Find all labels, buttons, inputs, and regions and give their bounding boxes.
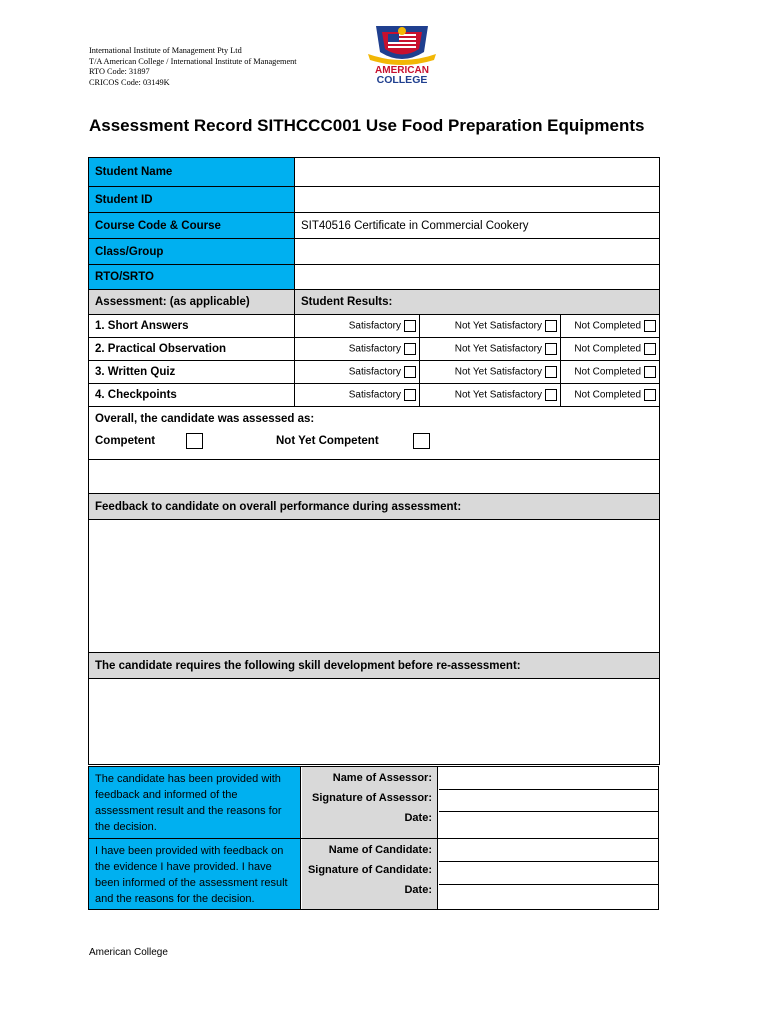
assessor-block	[89, 767, 658, 839]
skill-dev-area-row	[89, 679, 660, 765]
not-yet-satisfactory-checkbox[interactable]	[545, 343, 557, 355]
candidate-date-field[interactable]	[439, 885, 658, 909]
signature-section	[88, 766, 659, 910]
satisfactory-label: Satisfactory	[348, 343, 401, 355]
not-completed-label: Not Completed	[574, 320, 642, 332]
assessor-signature-label: Signature of Assessor:	[311, 792, 432, 804]
satisfactory-label: Satisfactory	[348, 366, 401, 378]
candidate-date-label: Date:	[404, 884, 432, 896]
candidate-signature-label: Signature of Candidate:	[307, 864, 432, 876]
assessor-date-label: Date:	[404, 812, 432, 824]
page-title: Assessment Record SITHCCC001 Use Food Preparation Equipments	[89, 116, 645, 135]
competent-checkbox[interactable]	[186, 433, 203, 449]
assessment-item: 1. Short Answers	[89, 315, 295, 338]
trading-as: T/A American College / International Institute of Management	[89, 56, 297, 66]
feedback-area-row	[89, 520, 660, 653]
spacer-row	[89, 460, 660, 494]
student-name-label: Student Name	[89, 158, 295, 187]
footer-text: American College	[89, 947, 168, 958]
class-group-field[interactable]	[295, 239, 660, 265]
satisfactory-label: Satisfactory	[348, 389, 401, 401]
not-yet-satisfactory-checkbox[interactable]	[545, 320, 557, 332]
competent-label: Competent	[95, 435, 156, 447]
candidate-signature-field[interactable]	[439, 862, 658, 885]
assessment-item: 4. Checkpoints	[89, 384, 295, 407]
institution-name: International Institute of Management Pty Ltd	[89, 46, 242, 55]
satisfactory-checkbox[interactable]	[404, 389, 416, 401]
not-completed-label: Not Completed	[574, 366, 642, 378]
assessment-item: 3. Written Quiz	[89, 361, 295, 384]
candidate-name-label: Name of Candidate:	[328, 844, 432, 856]
assessment-header-row	[89, 290, 660, 315]
rto-field[interactable]	[295, 265, 660, 290]
row-rto	[89, 265, 660, 290]
not-yet-satisfactory-checkbox[interactable]	[545, 366, 557, 378]
candidate-name-field[interactable]	[439, 839, 658, 862]
student-id-field[interactable]	[295, 187, 660, 213]
assessor-statement: The candidate has been provided with feedback and informed of the assessment result and the reasons for the decision.	[89, 767, 301, 838]
not-completed-checkbox[interactable]	[644, 320, 656, 332]
course-label: Course Code & Course	[89, 213, 295, 239]
assessor-name-label: Name of Assessor:	[332, 772, 432, 784]
class-group-label: Class/Group	[89, 239, 295, 265]
candidate-block	[89, 839, 658, 909]
not-completed-checkbox[interactable]	[644, 389, 656, 401]
assessment-header: Assessment: (as applicable)	[89, 290, 295, 315]
satisfactory-checkbox[interactable]	[404, 366, 416, 378]
skill-dev-header-row	[89, 653, 660, 679]
student-name-field[interactable]	[295, 158, 660, 187]
skill-development-textarea[interactable]	[89, 679, 660, 765]
candidate-statement: I have been provided with feedback on the evidence I have provided. I have been informed of the assessment result and the reasons for the decision.	[89, 839, 301, 909]
assessment-row	[89, 315, 660, 338]
assessment-row	[89, 384, 660, 407]
course-field[interactable]: SIT40516 Certificate in Commercial Cookery	[295, 213, 660, 239]
not-yet-satisfactory-label: Not Yet Satisfactory	[454, 343, 542, 355]
institution-header	[89, 46, 297, 88]
not-completed-label: Not Completed	[574, 343, 642, 355]
overall-heading: Overall, the candidate was assessed as:	[95, 413, 315, 425]
assessment-row	[89, 361, 660, 384]
row-student-id	[89, 187, 660, 213]
student-id-label: Student ID	[89, 187, 295, 213]
satisfactory-checkbox[interactable]	[404, 343, 416, 355]
feedback-heading: Feedback to candidate on overall performance during assessment:	[89, 494, 660, 520]
assessment-item: 2. Practical Observation	[89, 338, 295, 361]
overall-row	[89, 407, 660, 460]
rto-label: RTO/SRTO	[89, 265, 295, 290]
feedback-textarea[interactable]	[89, 520, 660, 653]
not-yet-competent-label: Not Yet Competent	[276, 435, 379, 447]
logo-text-college: COLLEGE	[376, 74, 428, 86]
row-course	[89, 213, 660, 239]
not-yet-competent-checkbox[interactable]	[413, 433, 430, 449]
blank-cell	[89, 460, 660, 494]
satisfactory-checkbox[interactable]	[404, 320, 416, 332]
not-yet-satisfactory-label: Not Yet Satisfactory	[454, 389, 542, 401]
american-college-logo	[364, 22, 440, 86]
feedback-header-row	[89, 494, 660, 520]
not-yet-satisfactory-label: Not Yet Satisfactory	[454, 366, 542, 378]
not-completed-checkbox[interactable]	[644, 343, 656, 355]
not-completed-label: Not Completed	[574, 389, 642, 401]
satisfactory-label: Satisfactory	[348, 320, 401, 332]
rto-code: RTO Code: 31897	[89, 67, 150, 76]
not-yet-satisfactory-checkbox[interactable]	[545, 389, 557, 401]
assessment-table	[88, 157, 660, 765]
skill-development-heading: The candidate requires the following skill development before re-assessment:	[89, 653, 660, 679]
row-student-name	[89, 158, 660, 187]
student-results-header: Student Results:	[295, 290, 660, 315]
assessor-signature-field[interactable]	[439, 790, 658, 812]
not-yet-satisfactory-label: Not Yet Satisfactory	[454, 320, 542, 332]
logo-text-american: AMERICAN	[375, 65, 429, 76]
assessor-name-field[interactable]	[439, 767, 658, 790]
row-class-group	[89, 239, 660, 265]
cricos-code: CRICOS Code: 03149K	[89, 77, 170, 87]
assessment-row	[89, 338, 660, 361]
not-completed-checkbox[interactable]	[644, 366, 656, 378]
assessor-date-field[interactable]	[439, 812, 658, 837]
